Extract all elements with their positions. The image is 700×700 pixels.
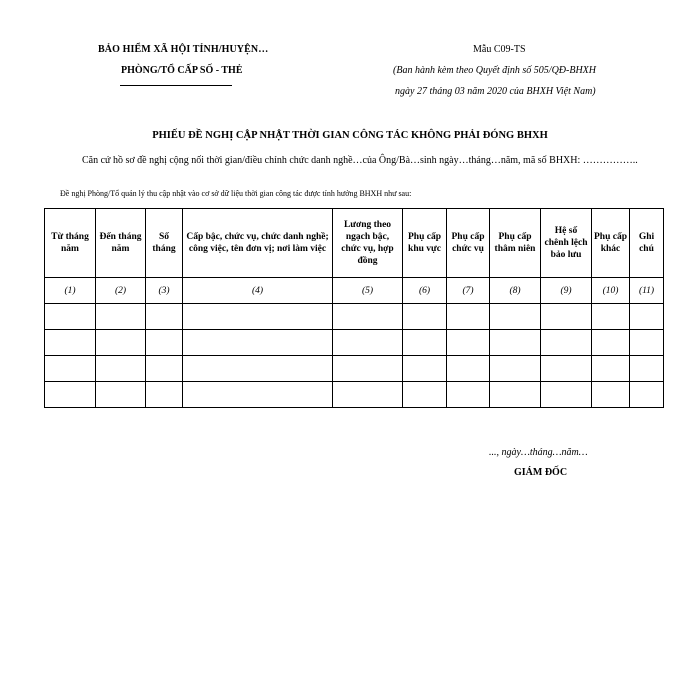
empty-cell[interactable] bbox=[183, 382, 333, 408]
empty-cell[interactable] bbox=[490, 330, 541, 356]
table-row bbox=[45, 382, 664, 408]
empty-cell[interactable] bbox=[333, 304, 403, 330]
empty-cell[interactable] bbox=[45, 356, 96, 382]
empty-cell[interactable] bbox=[403, 382, 447, 408]
empty-cell[interactable] bbox=[96, 356, 146, 382]
column-number: (3) bbox=[146, 278, 183, 304]
header-cell: Phụ cấp khác bbox=[592, 209, 630, 278]
column-number: (9) bbox=[541, 278, 592, 304]
date-line: ..., ngày…tháng…năm… bbox=[489, 447, 588, 458]
empty-cell[interactable] bbox=[183, 356, 333, 382]
request-paragraph: Đề nghị Phòng/Tổ quản lý thu cập nhật vào cơ sở dữ liệu thời gian công tác được tính hưởng BHXH như sau: bbox=[60, 189, 412, 198]
empty-cell[interactable] bbox=[146, 304, 183, 330]
empty-cell[interactable] bbox=[45, 330, 96, 356]
table-row bbox=[45, 304, 664, 330]
header-cell: Số tháng bbox=[146, 209, 183, 278]
empty-cell[interactable] bbox=[45, 382, 96, 408]
empty-cell[interactable] bbox=[541, 382, 592, 408]
header-cell: Đến tháng năm bbox=[96, 209, 146, 278]
empty-cell[interactable] bbox=[447, 330, 490, 356]
header-underline bbox=[120, 85, 232, 86]
decree-line-2: ngày 27 tháng 03 năm 2020 của BHXH Việt Nam) bbox=[395, 86, 596, 97]
empty-cell[interactable] bbox=[630, 382, 664, 408]
empty-cell[interactable] bbox=[333, 330, 403, 356]
empty-cell[interactable] bbox=[490, 382, 541, 408]
agency-name: BẢO HIỂM XÃ HỘI TỈNH/HUYỆN… bbox=[98, 44, 269, 55]
empty-cell[interactable] bbox=[403, 356, 447, 382]
department-name: PHÒNG/TỔ CẤP SỐ - THẺ bbox=[121, 65, 243, 76]
empty-cell[interactable] bbox=[490, 304, 541, 330]
basis-paragraph: Căn cứ hồ sơ đề nghị cộng nối thời gian/điều chỉnh chức danh nghề…của Ông/Bà…sinh ngày…tháng…năm, mã số BHXH: …………….. bbox=[82, 155, 638, 166]
column-number: (4) bbox=[183, 278, 333, 304]
empty-cell[interactable] bbox=[45, 304, 96, 330]
header-cell: Cấp bậc, chức vụ, chức danh nghề; công việc, tên đơn vị; nơi làm việc bbox=[183, 209, 333, 278]
column-number: (10) bbox=[592, 278, 630, 304]
empty-cell[interactable] bbox=[333, 382, 403, 408]
header-cell: Ghi chú bbox=[630, 209, 664, 278]
document-title: PHIẾU ĐỀ NGHỊ CẬP NHẬT THỜI GIAN CÔNG TÁC KHÔNG PHẢI ĐÓNG BHXH bbox=[152, 130, 548, 141]
empty-cell[interactable] bbox=[541, 304, 592, 330]
empty-rows bbox=[45, 304, 664, 408]
header-cell: Phụ cấp thâm niên bbox=[490, 209, 541, 278]
header-cell: Phụ cấp khu vực bbox=[403, 209, 447, 278]
work-period-table bbox=[44, 208, 664, 408]
column-number: (11) bbox=[630, 278, 664, 304]
empty-cell[interactable] bbox=[333, 356, 403, 382]
header-cell: Lương theo ngạch bậc, chức vụ, hợp đồng bbox=[333, 209, 403, 278]
empty-cell[interactable] bbox=[630, 330, 664, 356]
empty-cell[interactable] bbox=[403, 304, 447, 330]
header-cell: Phụ cấp chức vụ bbox=[447, 209, 490, 278]
column-number: (5) bbox=[333, 278, 403, 304]
column-number: (1) bbox=[45, 278, 96, 304]
empty-cell[interactable] bbox=[630, 304, 664, 330]
empty-cell[interactable] bbox=[541, 330, 592, 356]
header-cell: Từ tháng năm bbox=[45, 209, 96, 278]
empty-cell[interactable] bbox=[183, 330, 333, 356]
column-number-row bbox=[45, 278, 664, 304]
empty-cell[interactable] bbox=[447, 356, 490, 382]
column-number: (2) bbox=[96, 278, 146, 304]
empty-cell[interactable] bbox=[490, 356, 541, 382]
empty-cell[interactable] bbox=[592, 382, 630, 408]
empty-cell[interactable] bbox=[403, 330, 447, 356]
form-code: Mẫu C09-TS bbox=[473, 44, 526, 55]
column-number: (8) bbox=[490, 278, 541, 304]
decree-line-1: (Ban hành kèm theo Quyết định số 505/QĐ-BHXH bbox=[393, 65, 597, 76]
empty-cell[interactable] bbox=[592, 330, 630, 356]
empty-cell[interactable] bbox=[146, 330, 183, 356]
empty-cell[interactable] bbox=[96, 382, 146, 408]
empty-cell[interactable] bbox=[96, 330, 146, 356]
column-number: (7) bbox=[447, 278, 490, 304]
empty-cell[interactable] bbox=[447, 304, 490, 330]
column-number: (6) bbox=[403, 278, 447, 304]
empty-cell[interactable] bbox=[183, 304, 333, 330]
empty-cell[interactable] bbox=[630, 356, 664, 382]
empty-cell[interactable] bbox=[592, 356, 630, 382]
empty-cell[interactable] bbox=[146, 356, 183, 382]
empty-cell[interactable] bbox=[146, 382, 183, 408]
empty-cell[interactable] bbox=[541, 356, 592, 382]
header-cell: Hệ số chênh lệch bảo lưu bbox=[541, 209, 592, 278]
empty-cell[interactable] bbox=[592, 304, 630, 330]
empty-cell[interactable] bbox=[96, 304, 146, 330]
table-row bbox=[45, 356, 664, 382]
table-row bbox=[45, 330, 664, 356]
signatory-title: GIÁM ĐỐC bbox=[514, 467, 568, 478]
empty-cell[interactable] bbox=[447, 382, 490, 408]
table-header-row bbox=[45, 209, 664, 278]
